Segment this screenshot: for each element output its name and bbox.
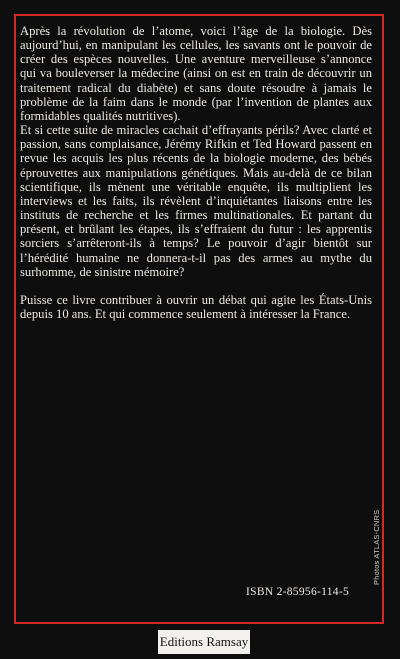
paragraph-intro: Après la révolution de l’atome, voici l’âge de la biologie. Dès aujourd’hui, en manipulant les cellules, les savants ont le pouvoir de créer des espèces nouvelles. Une aventure merveilleuse s’annonce qui va bouleverser la médecine (ainsi on est en train de découvrir un traitement radical du diabète) et sans doute résoudre à jamais le problème de la faim dans le monde (par l’invention de plantes aux formidables qualités nutritives).: [20, 24, 372, 123]
paragraph-closing: Puisse ce livre contribuer à ouvrir un débat qui agite les États-Unis depuis 10 ans. Et qui commence seulement à intéresser la France.: [20, 292, 372, 321]
publisher-logo: Editions Ramsay: [158, 630, 250, 654]
photo-credit: Photos ATLAS-CNRS: [372, 509, 381, 585]
paragraph-main: Et si cette suite de miracles cachait d’effrayants périls? Avec clarté et passion, sans complaisance, Jérémy Rifkin et Ted Howard passent en revue les acquis les plus récents de la biologie moderne, des bébés éprouvettes aux manipulations génétiques. Mais au-delà de ce bilan scientifique, ils mènent une véritable enquête, ils multiplient les interviews et les faits, ils révèlent d’inquiétantes liaisons entre les instituts de recherche et les firmes multinationales. Et partant du présent, et brûlant les étapes, ils s’effraient du futur : les apprentis sorciers s’arrêteront-ils à temps? Le pouvoir d’agir bientôt sur l’hérédité humaine ne donnera-t-il pas des armes au mythe du surhomme, de sinistre mémoire?: [20, 123, 372, 279]
isbn-number: ISBN 2-85956-114-5: [246, 586, 350, 598]
blurb-text: [20, 24, 372, 321]
